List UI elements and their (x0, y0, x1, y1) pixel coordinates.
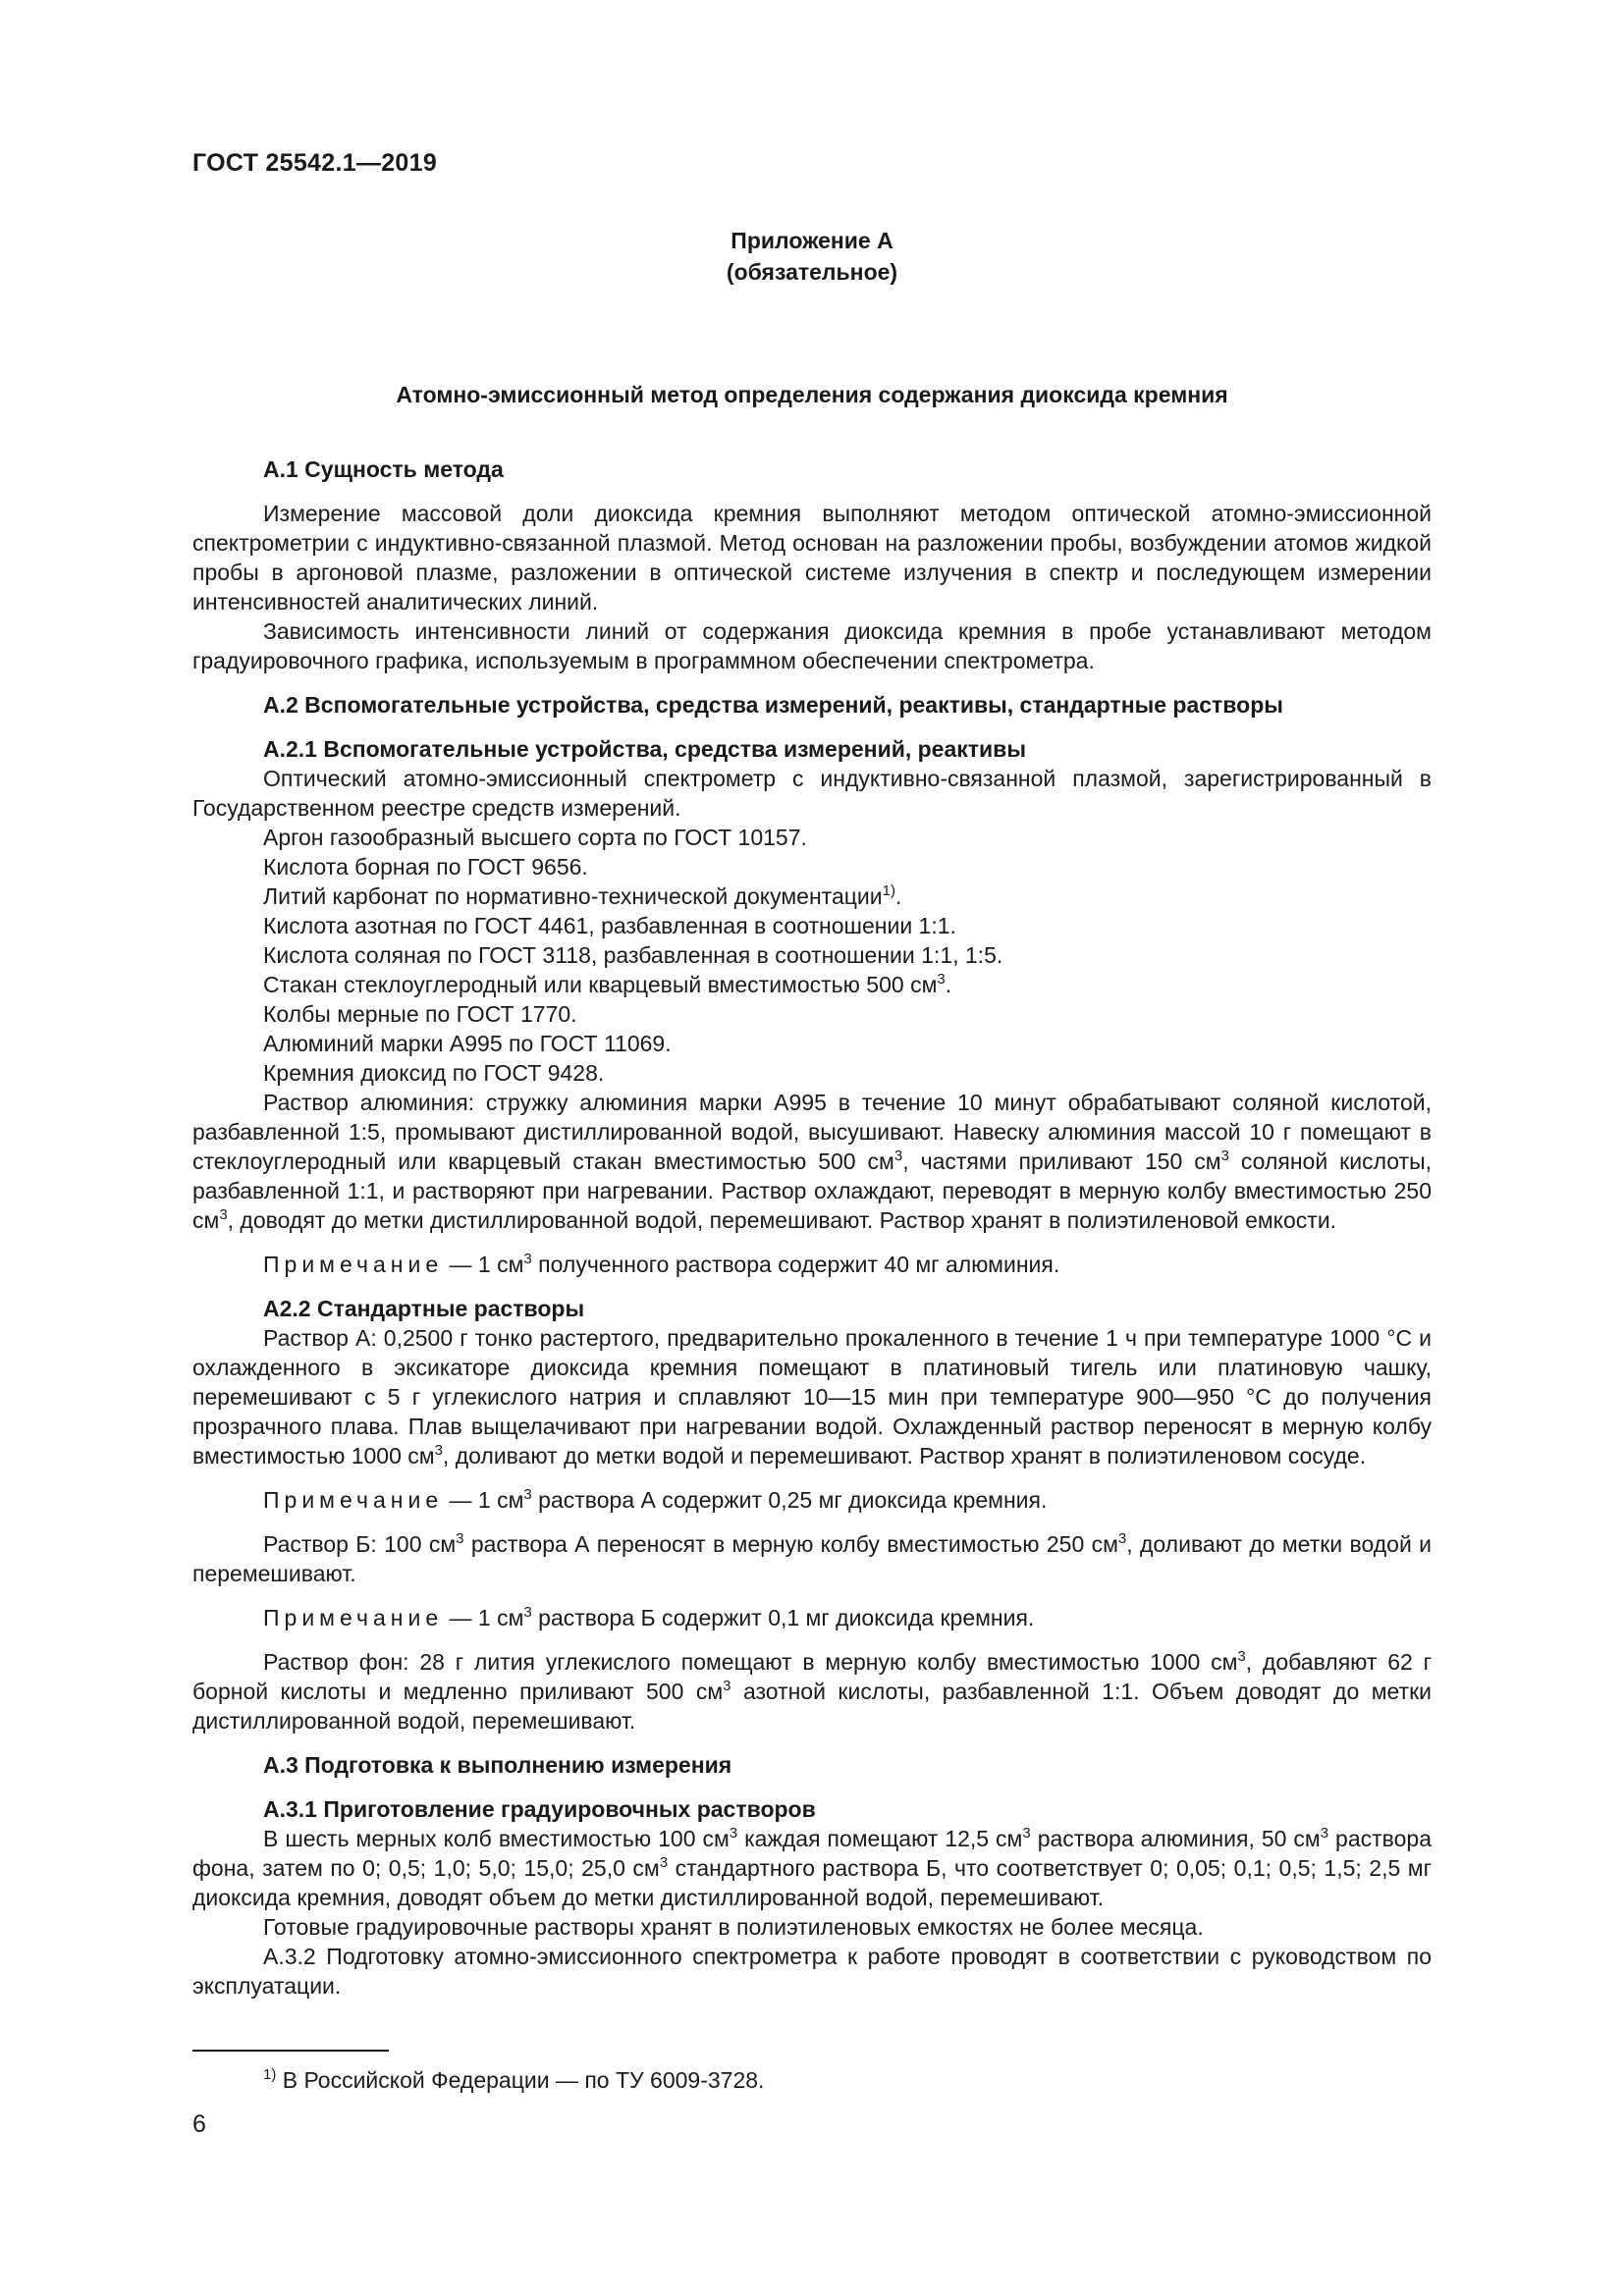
section-heading-a2: А.2 Вспомогательные устройства, средства измерений, реактивы, стандартные растворы (263, 692, 1283, 718)
appendix-status: (обязательное) (726, 259, 898, 285)
footnote-reference: 1) (882, 882, 895, 899)
list-item: Кислота борная по ГОСТ 9656. (263, 854, 588, 880)
document-title: Атомно-эмиссионный метод определения содержания диоксида кремния (396, 382, 1228, 407)
note: Примечание — 1 $см^3$ раствора Б содержит 0,1 мг диоксида кремния. (263, 1604, 1035, 1630)
section-heading-a1: А.1 Сущность метода (263, 456, 504, 482)
appendix-title: Приложение А (731, 228, 893, 253)
section-heading-a3: А.3 Подготовка к выполнению измерения (263, 1752, 732, 1778)
footnote-separator (192, 2050, 389, 2052)
paragraph: Готовые градуировочные растворы хранят в полиэтиленовых емкостях не более месяца. (263, 1914, 1204, 1940)
list-item: Стакан стеклоуглеродный или кварцевый вместимостью 500 $см^3$. (263, 971, 952, 997)
list-item: Колбы мерные по ГОСТ 1770. (263, 1001, 577, 1027)
list-item: Кислота азотная по ГОСТ 4461, разбавленная в соотношении 1:1. (263, 913, 956, 938)
paragraph: Измерение массовой доли диоксида кремния выполняют методом оптической атомно-эмиссионной спектрометрии с индуктивно-связанной плазмой. Метод основан на разложении пробы, возбуждении атомов жидкой пробы в аргоновой плазме, разложении в оптической системе излучения в спектр и последующем измерении интенсивностей аналитических линий. (192, 501, 1432, 614)
paragraph: Раствор алюминия: стружку алюминия марки А995 в течение 10 минут обрабатывают соляной кислотой, разбавленной 1:5, промывают дистиллированной водой, высушивают. Навеску алюминия массой 10 г помещают в стеклоуглеродный или кварцевый стакан вместимостью 500 $см^3$, частями приливают 150 $см^3$ соляной кислоты, разбавленной 1:1, и растворяют при нагревании. Раствор охлаждают, переводят в мерную колбу вместимостью 250 $см^3$, доводят до метки дистиллированной водой, перемешивают. Раствор хранят в полиэтиленовой емкости. (192, 1090, 1432, 1233)
footnote-mark: 1) (263, 2066, 277, 2083)
list-item: Литий карбонат по нормативно-технической документации$^{1)}$. (263, 882, 902, 909)
paragraph: Раствор Б: 100 $см^3$ раствора А переносят в мерную колбу вместимостью 250 $см^3$, доливают до метки водой и перемешивают. (192, 1530, 1432, 1586)
paragraph: Зависимость интенсивности линий от содержания диоксида кремния в пробе устанавливают методом градуировочного графика, используемым в программном обеспечении спектрометра. (192, 618, 1432, 673)
paragraph: А.3.2 Подготовку атомно-эмиссионного спектрометра к работе проводят в соответствии с руководством по эксплуатации. (192, 1944, 1432, 1999)
document-body (192, 454, 1432, 2001)
subsection-heading-a22: А2.2 Стандартные растворы (263, 1296, 585, 1321)
list-item: Кислота соляная по ГОСТ 3118, разбавленная в соотношении 1:1, 1:5. (263, 942, 1003, 968)
subsection-heading-a31: А.3.1 Приготовление градуировочных растворов (263, 1796, 816, 1822)
paragraph: Раствор фон: 28 г лития углекислого помещают в мерную колбу вместимостью 1000 $см^3$, добавляют 62 г борной кислоты и медленно приливают 500 $см^3$ азотной кислоты, разбавленной 1:1. Объем доводят до метки дистиллированной водой, перемешивают. (192, 1648, 1432, 1734)
paragraph: В шесть мерных колб вместимостью 100 $см^3$ каждая помещают 12,5 $см^3$ раствора алюминия, 50 $см^3$ раствора фона, затем по 0; 0,5; 1,0; 5,0; 15,0; 25,0 $см^3$ стандартного раствора Б, что соответствует 0; 0,05; 0,1; 0,5; 1,5; 2,5 мг диоксида кремния, доводят объем до метки дистиллированной водой, перемешивают. (192, 1825, 1433, 1910)
subsection-heading-a21: А.2.1 Вспомогательные устройства, средства измерений, реактивы (263, 736, 1026, 762)
paragraph: Оптический атомно-эмиссионный спектрометр с индуктивно-связанной плазмой, зарегистрированный в Государственном реестре средств измерений. (192, 766, 1432, 821)
paragraph: Раствор А: 0,2500 г тонко растертого, предварительно прокаленного в течение 1 ч при температуре 1000 °С и охлажденного в эксикаторе диоксида кремния помещают в платиновый тигель или платиновую чашку, перемешивают с 5 г углекислого натрия и сплавляют 10—15 мин при температуре 900—950 °С до получения прозрачного плава. Плав выщелачивают при нагревании водой. Охлажденный раствор переносят в мерную колбу вместимостью 1000 $см^3$, доливают до метки водой и перемешивают. Раствор хранят в полиэтиленовом сосуде. (192, 1325, 1432, 1468)
page-number: 6 (192, 2110, 206, 2138)
list-item: Алюминий марки А995 по ГОСТ 11069. (263, 1031, 672, 1056)
note: Примечание — 1 $см^3$ раствора А содержит 0,25 мг диоксида кремния. (263, 1486, 1048, 1513)
standard-header: ГОСТ 25542.1—2019 (192, 149, 438, 177)
footnote: $^{1)}$ В Российской Федерации — по ТУ 6009-3728. (263, 2066, 765, 2093)
list-item: Кремния диоксид по ГОСТ 9428. (263, 1060, 605, 1086)
note: Примечание — 1 $см^3$ полученного раствора содержит 40 мг алюминия. (263, 1251, 1060, 1277)
list-item: Аргон газообразный высшего сорта по ГОСТ 10157. (263, 825, 807, 850)
